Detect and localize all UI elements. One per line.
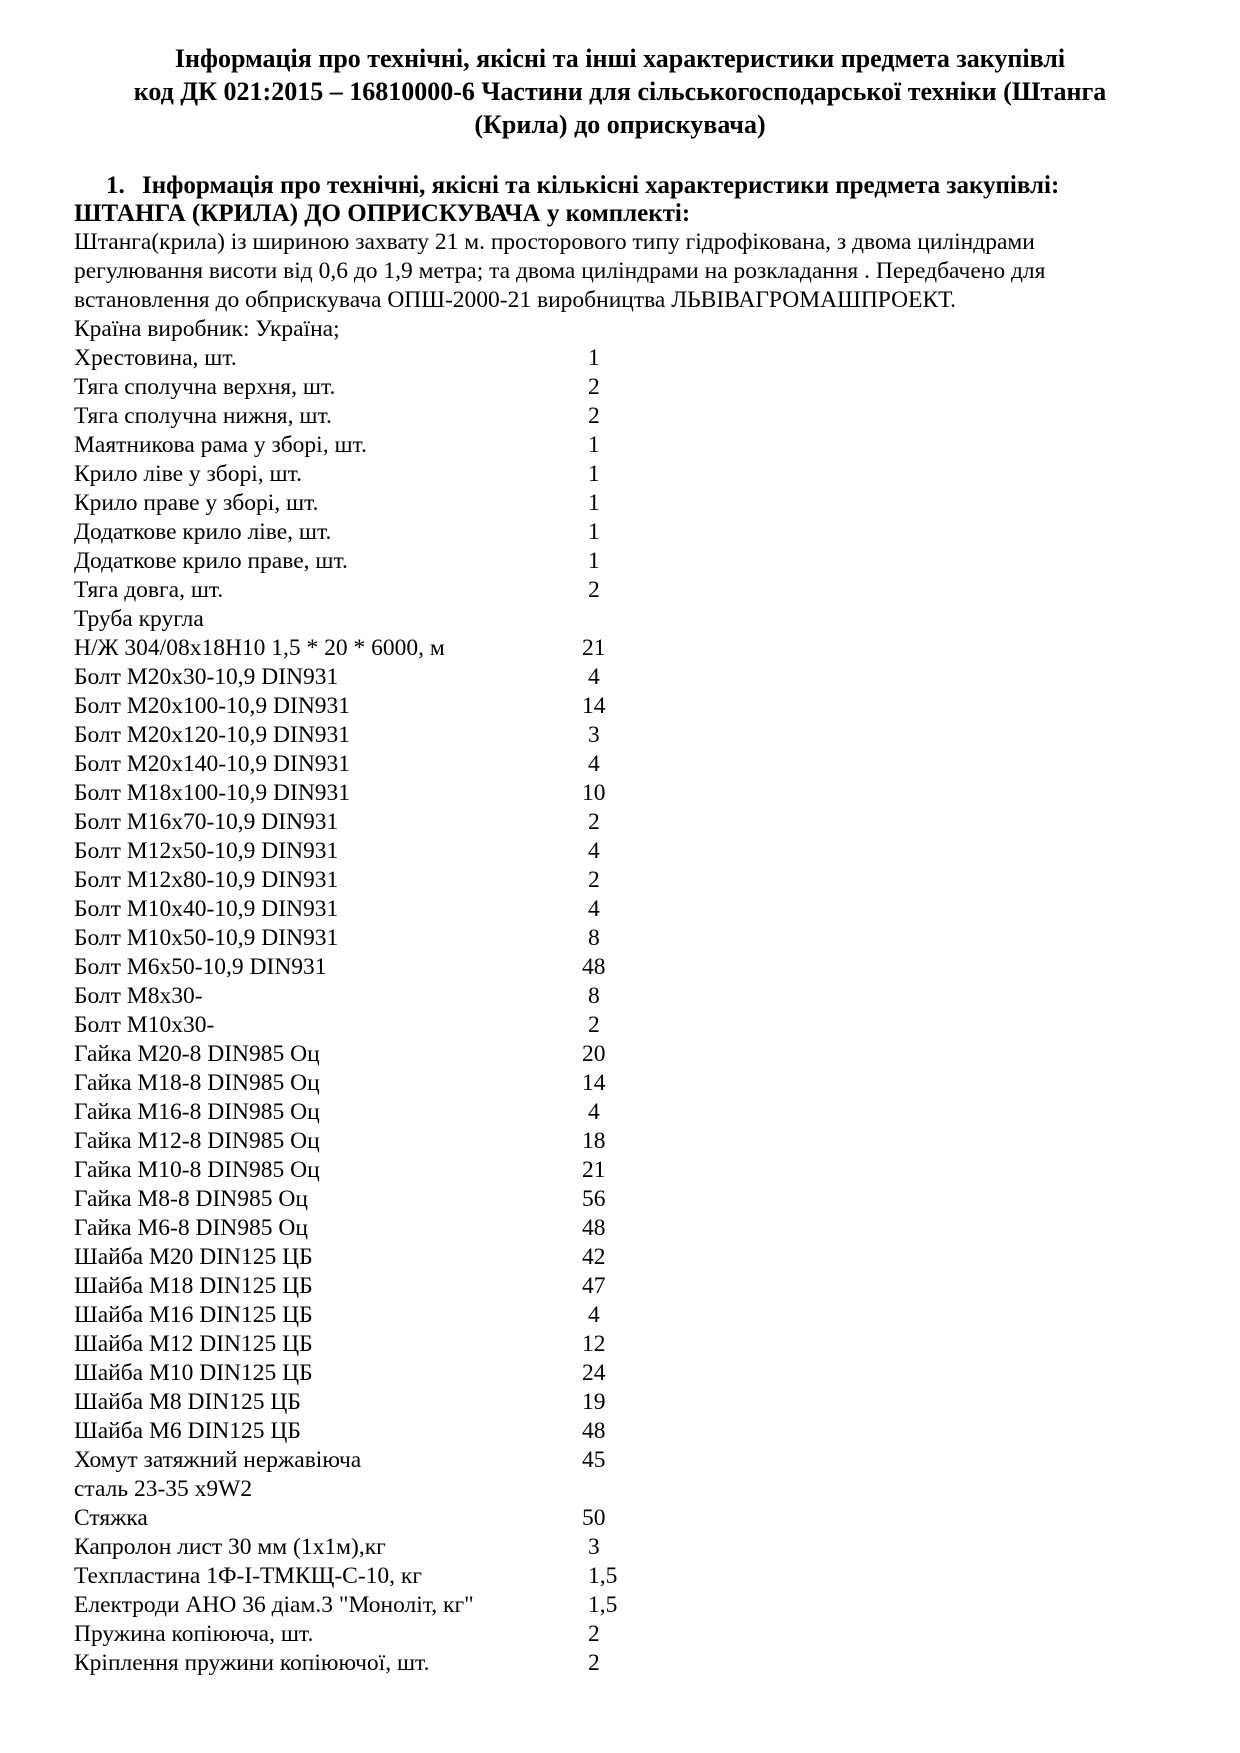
item-name: Тяга сполучна верхня, шт. bbox=[74, 374, 336, 400]
section-heading-text: Інформація про технічні, якісні та кількісні характеристики предмета закупівлі: bbox=[142, 172, 1060, 199]
item-name: Шайба М20 DIN125 ЦБ bbox=[74, 1244, 313, 1270]
list-item bbox=[74, 982, 774, 1011]
item-quantity: 8 bbox=[588, 925, 600, 951]
item-quantity: 3 bbox=[588, 722, 600, 748]
item-name: Шайба М18 DIN125 ЦБ bbox=[74, 1273, 313, 1299]
list-item bbox=[74, 431, 774, 460]
list-item bbox=[74, 605, 774, 634]
document-title bbox=[60, 42, 1180, 141]
list-item bbox=[74, 1301, 774, 1330]
list-item bbox=[74, 1620, 774, 1649]
item-name: Болт М12х80-10,9 DIN931 bbox=[74, 867, 339, 893]
item-name: Тяга довга, шт. bbox=[74, 577, 224, 603]
list-item bbox=[74, 663, 774, 692]
item-quantity: 45 bbox=[582, 1447, 606, 1473]
item-name: Шайба М6 DIN125 ЦБ bbox=[74, 1418, 301, 1444]
list-item bbox=[74, 1649, 774, 1678]
item-name: Болт М10х40-10,9 DIN931 bbox=[74, 896, 339, 922]
list-item bbox=[74, 1330, 774, 1359]
item-quantity: 4 bbox=[588, 751, 600, 777]
item-name: Болт М20х30-10,9 DIN931 bbox=[74, 664, 339, 690]
title-line-2: код ДК 021:2015 – 16810000-6 Частини для сільськогосподарської техніки (Штанга bbox=[133, 77, 1107, 106]
item-quantity: 10 bbox=[582, 780, 606, 806]
item-name: Болт М20х100-10,9 DIN931 bbox=[74, 693, 351, 719]
item-name: Шайба М16 DIN125 ЦБ bbox=[74, 1302, 313, 1328]
item-name: Гайка М20-8 DIN985 Оц bbox=[74, 1041, 320, 1067]
item-quantity: 1 bbox=[588, 461, 600, 487]
item-quantity: 21 bbox=[582, 635, 606, 661]
item-name: Додаткове крило праве, шт. bbox=[74, 548, 348, 574]
list-item bbox=[74, 373, 774, 402]
item-quantity: 2 bbox=[588, 577, 600, 603]
list-item bbox=[74, 634, 774, 663]
item-quantity: 2 bbox=[588, 1012, 600, 1038]
list-item bbox=[74, 402, 774, 431]
item-quantity: 4 bbox=[588, 1099, 600, 1125]
item-name: Болт М16х70-10,9 DIN931 bbox=[74, 809, 339, 835]
item-quantity: 42 bbox=[582, 1244, 606, 1270]
item-quantity: 20 bbox=[582, 1041, 606, 1067]
item-quantity: 14 bbox=[582, 693, 606, 719]
list-item bbox=[74, 1214, 774, 1243]
title-line-1: Інформація про технічні, якісні та інші характеристики предмета закупівлі bbox=[174, 44, 1066, 73]
item-name: Пружина копіююча, шт. bbox=[74, 1621, 314, 1647]
list-item bbox=[74, 1388, 774, 1417]
list-item bbox=[74, 721, 774, 750]
item-name: Болт М18х100-10,9 DIN931 bbox=[74, 780, 351, 806]
list-item bbox=[74, 1069, 774, 1098]
intro-line-2: регулювання висоти від 0,6 до 1,9 метра; та двома циліндрами на розкладання . Передбачено для bbox=[74, 258, 1046, 284]
item-name: Гайка М12-8 DIN985 Оц bbox=[74, 1128, 320, 1154]
item-name: Болт М10х30- bbox=[74, 1012, 215, 1038]
list-item bbox=[74, 1446, 774, 1475]
item-name: Гайка М16-8 DIN985 Оц bbox=[74, 1099, 320, 1125]
item-name: Маятникова рама у зборі, шт. bbox=[74, 432, 367, 458]
item-name: Капролон лист 30 мм (1х1м),кг bbox=[74, 1534, 386, 1560]
list-item bbox=[74, 1127, 774, 1156]
item-quantity: 56 bbox=[582, 1186, 606, 1212]
item-name: Хрестовина, шт. bbox=[74, 345, 237, 371]
list-item bbox=[74, 1156, 774, 1185]
item-quantity: 2 bbox=[588, 374, 600, 400]
item-quantity: 48 bbox=[582, 1215, 606, 1241]
item-quantity: 50 bbox=[582, 1505, 606, 1531]
item-name: Труба кругла bbox=[74, 606, 204, 632]
item-name: Болт М8х30- bbox=[74, 983, 203, 1009]
item-name: Болт М12х50-10,9 DIN931 bbox=[74, 838, 339, 864]
list-item bbox=[74, 1475, 774, 1504]
item-quantity: 47 bbox=[582, 1273, 606, 1299]
section-heading-line-2: ШТАНГА (КРИЛА) ДО ОПРИСКУВАЧА у комплекті: bbox=[74, 200, 691, 227]
item-name: сталь 23-35 х9W2 bbox=[74, 1476, 253, 1502]
list-item bbox=[74, 895, 774, 924]
item-name: Болт М20х140-10,9 DIN931 bbox=[74, 751, 351, 777]
item-name: Болт М20х120-10,9 DIN931 bbox=[74, 722, 351, 748]
item-quantity: 2 bbox=[588, 809, 600, 835]
list-item bbox=[74, 1098, 774, 1127]
list-item bbox=[74, 1533, 774, 1562]
list-item bbox=[74, 750, 774, 779]
country-of-origin: Країна виробник: Україна; bbox=[74, 316, 340, 342]
item-quantity: 19 bbox=[582, 1389, 606, 1415]
section-heading bbox=[74, 172, 1059, 228]
item-quantity: 1 bbox=[588, 345, 600, 371]
item-quantity: 1 bbox=[588, 519, 600, 545]
item-name: Шайба М8 DIN125 ЦБ bbox=[74, 1389, 301, 1415]
intro-paragraph bbox=[74, 228, 1174, 344]
list-item bbox=[74, 460, 774, 489]
item-name: Крило праве у зборі, шт. bbox=[74, 490, 319, 516]
item-quantity: 1,5 bbox=[588, 1563, 618, 1589]
list-item bbox=[74, 924, 774, 953]
item-quantity: 4 bbox=[588, 664, 600, 690]
item-name: Додаткове крило ліве, шт. bbox=[74, 519, 332, 545]
item-name: Кріплення пружини копіюючої, шт. bbox=[74, 1650, 430, 1676]
list-item bbox=[74, 576, 774, 605]
item-quantity: 1,5 bbox=[588, 1592, 618, 1618]
list-item bbox=[74, 1504, 774, 1533]
item-name: Стяжка bbox=[74, 1505, 148, 1531]
list-item bbox=[74, 1040, 774, 1069]
item-name: Гайка М6-8 DIN985 Оц bbox=[74, 1215, 308, 1241]
list-item bbox=[74, 953, 774, 982]
item-quantity: 21 bbox=[582, 1157, 606, 1183]
item-name: Шайба М12 DIN125 ЦБ bbox=[74, 1331, 313, 1357]
item-quantity: 8 bbox=[588, 983, 600, 1009]
intro-line-3: встановлення до обприскувача ОПШ-2000-21 виробництва ЛЬВІВАГРОМАШПРОЕКТ. bbox=[74, 287, 957, 313]
item-quantity: 1 bbox=[588, 490, 600, 516]
section-heading-line-1 bbox=[74, 172, 1059, 200]
item-quantity: 2 bbox=[588, 867, 600, 893]
list-item bbox=[74, 1011, 774, 1040]
item-name: Хомут затяжний нержавіюча bbox=[74, 1447, 362, 1473]
item-name: Гайка М10-8 DIN985 Оц bbox=[74, 1157, 320, 1183]
item-name: Гайка М8-8 DIN985 Оц bbox=[74, 1186, 308, 1212]
item-quantity: 2 bbox=[588, 1650, 600, 1676]
item-name: Крило ліве у зборі, шт. bbox=[74, 461, 302, 487]
list-item bbox=[74, 1359, 774, 1388]
item-quantity: 1 bbox=[588, 548, 600, 574]
item-name: Шайба М10 DIN125 ЦБ bbox=[74, 1360, 313, 1386]
list-item bbox=[74, 808, 774, 837]
item-name: Болт М10х50-10,9 DIN931 bbox=[74, 925, 339, 951]
intro-line-1: Штанга(крила) із шириною захвату 21 м. просторового типу гідрофікована, з двома циліндрами bbox=[74, 229, 1035, 255]
item-quantity: 12 bbox=[582, 1331, 606, 1357]
item-quantity: 2 bbox=[588, 1621, 600, 1647]
list-item bbox=[74, 1591, 774, 1620]
item-name: Тяга сполучна нижня, шт. bbox=[74, 403, 332, 429]
items-list bbox=[74, 344, 774, 1678]
list-item bbox=[74, 1272, 774, 1301]
item-name: Н/Ж 304/08х18Н10 1,5 * 20 * 6000, м bbox=[74, 635, 445, 661]
item-quantity: 18 bbox=[582, 1128, 606, 1154]
item-name: Болт М6х50-10,9 DIN931 bbox=[74, 954, 327, 980]
item-name: Техпластина 1Ф-І-ТМКЩ-С-10, кг bbox=[74, 1563, 422, 1589]
item-quantity: 2 bbox=[588, 403, 600, 429]
item-quantity: 24 bbox=[582, 1360, 606, 1386]
section-number: 1. bbox=[106, 172, 125, 199]
item-quantity: 4 bbox=[588, 896, 600, 922]
list-item bbox=[74, 547, 774, 576]
list-item bbox=[74, 837, 774, 866]
list-item bbox=[74, 692, 774, 721]
item-quantity: 48 bbox=[582, 1418, 606, 1444]
title-line-3: (Крила) до оприскувача) bbox=[474, 110, 766, 139]
list-item bbox=[74, 489, 774, 518]
item-quantity: 14 bbox=[582, 1070, 606, 1096]
list-item bbox=[74, 1562, 774, 1591]
item-quantity: 4 bbox=[588, 1302, 600, 1328]
item-quantity: 3 bbox=[588, 1534, 600, 1560]
item-name: Гайка М18-8 DIN985 Оц bbox=[74, 1070, 320, 1096]
item-quantity: 1 bbox=[588, 432, 600, 458]
list-item bbox=[74, 518, 774, 547]
list-item bbox=[74, 1243, 774, 1272]
list-item bbox=[74, 1185, 774, 1214]
list-item bbox=[74, 1417, 774, 1446]
list-item bbox=[74, 779, 774, 808]
list-item bbox=[74, 344, 774, 373]
item-name: Електроди АНО 36 діам.3 "Моноліт, кг" bbox=[74, 1592, 474, 1618]
item-quantity: 48 bbox=[582, 954, 606, 980]
item-quantity: 4 bbox=[588, 838, 600, 864]
list-item bbox=[74, 866, 774, 895]
